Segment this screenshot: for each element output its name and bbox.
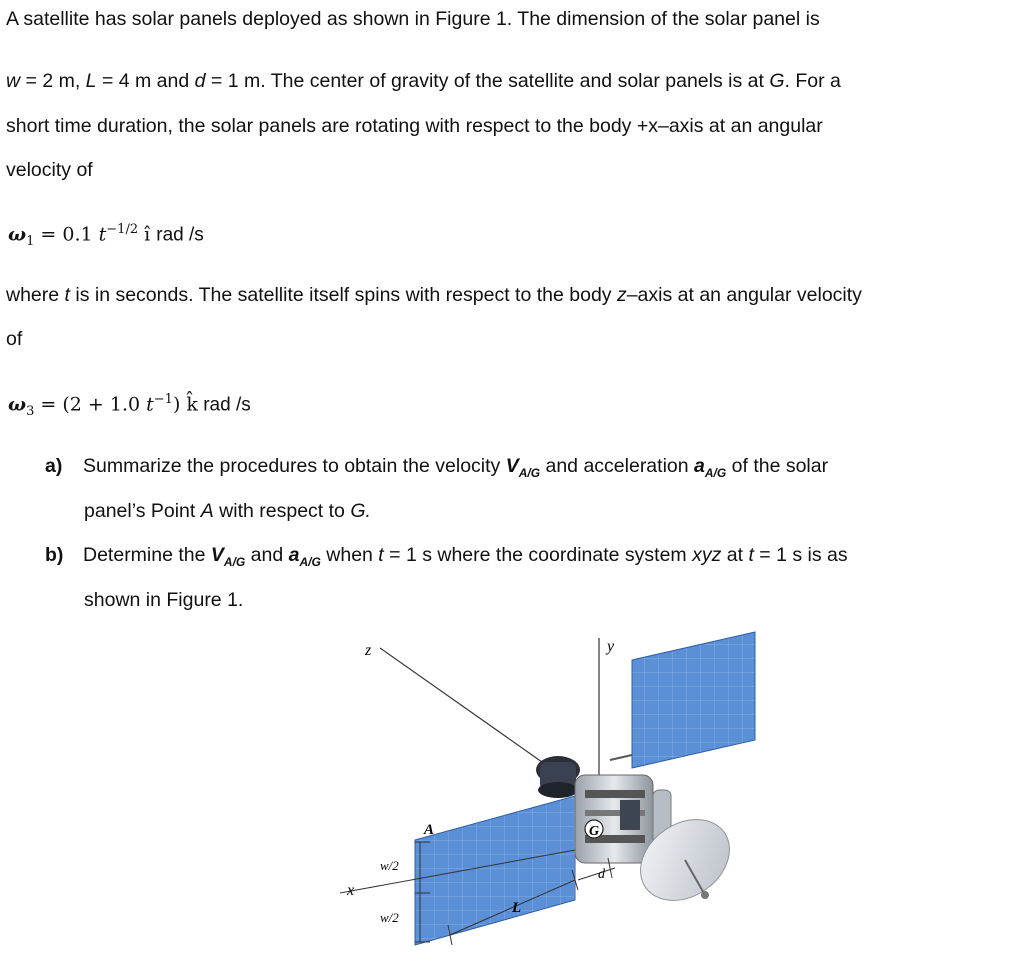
problem-line-4: velocity of [6, 159, 93, 181]
problem-line-5: where t is in seconds. The satellite itself spins with respect to the body z–axis at an angular velocity [6, 284, 862, 306]
question-a-continued: panel’s Point A with respect to G. [84, 500, 371, 522]
g-label: G [589, 824, 600, 839]
equation-omega1: $\omega_1 = 0.1$ $t^{-1/2}$ ı̂ rad /s [8, 222, 204, 250]
d-dimension-label: d [598, 867, 605, 882]
problem-line-6: of [6, 328, 23, 350]
question-b: b) Determine the $V_{A/G}$ and $a_{A/G}$ when t = 1 s where the coordinate system xyz at t = 1 s is as [45, 544, 848, 569]
x-axis-label: x [347, 882, 355, 899]
y-axis-label: y [607, 638, 615, 655]
w2-bottom-label: w/2 [380, 910, 399, 925]
equation-omega3: $\omega_3 = (2 + 1.0$ $t^{-1}$) k̂ rad /s [8, 392, 251, 420]
top-module-icon [536, 756, 580, 798]
problem-line-1: A satellite has solar panels deployed as shown in Figure 1. The dimension of the solar panel is [6, 8, 820, 30]
right-solar-panel [632, 632, 755, 768]
problem-line-3: short time duration, the solar panels are rotating with respect to the body +x–axis at an angular [6, 115, 823, 137]
point-a-label: A [424, 822, 435, 838]
problem-line-2: w = 2 m, L = 4 m and d = 1 m. The center of gravity of the satellite and solar panels is at G. For a [6, 70, 841, 92]
l-dimension-label: L [512, 900, 522, 916]
z-axis-label: z [365, 642, 372, 659]
question-b-continued: shown in Figure 1. [84, 589, 244, 611]
left-solar-panel [415, 796, 575, 945]
w2-top-label: w/2 [380, 858, 399, 873]
question-a: a) Summarize the procedures to obtain the velocity $V_{A/G}$ and acceleration $a_{A/G}$ of the solar [45, 455, 829, 480]
